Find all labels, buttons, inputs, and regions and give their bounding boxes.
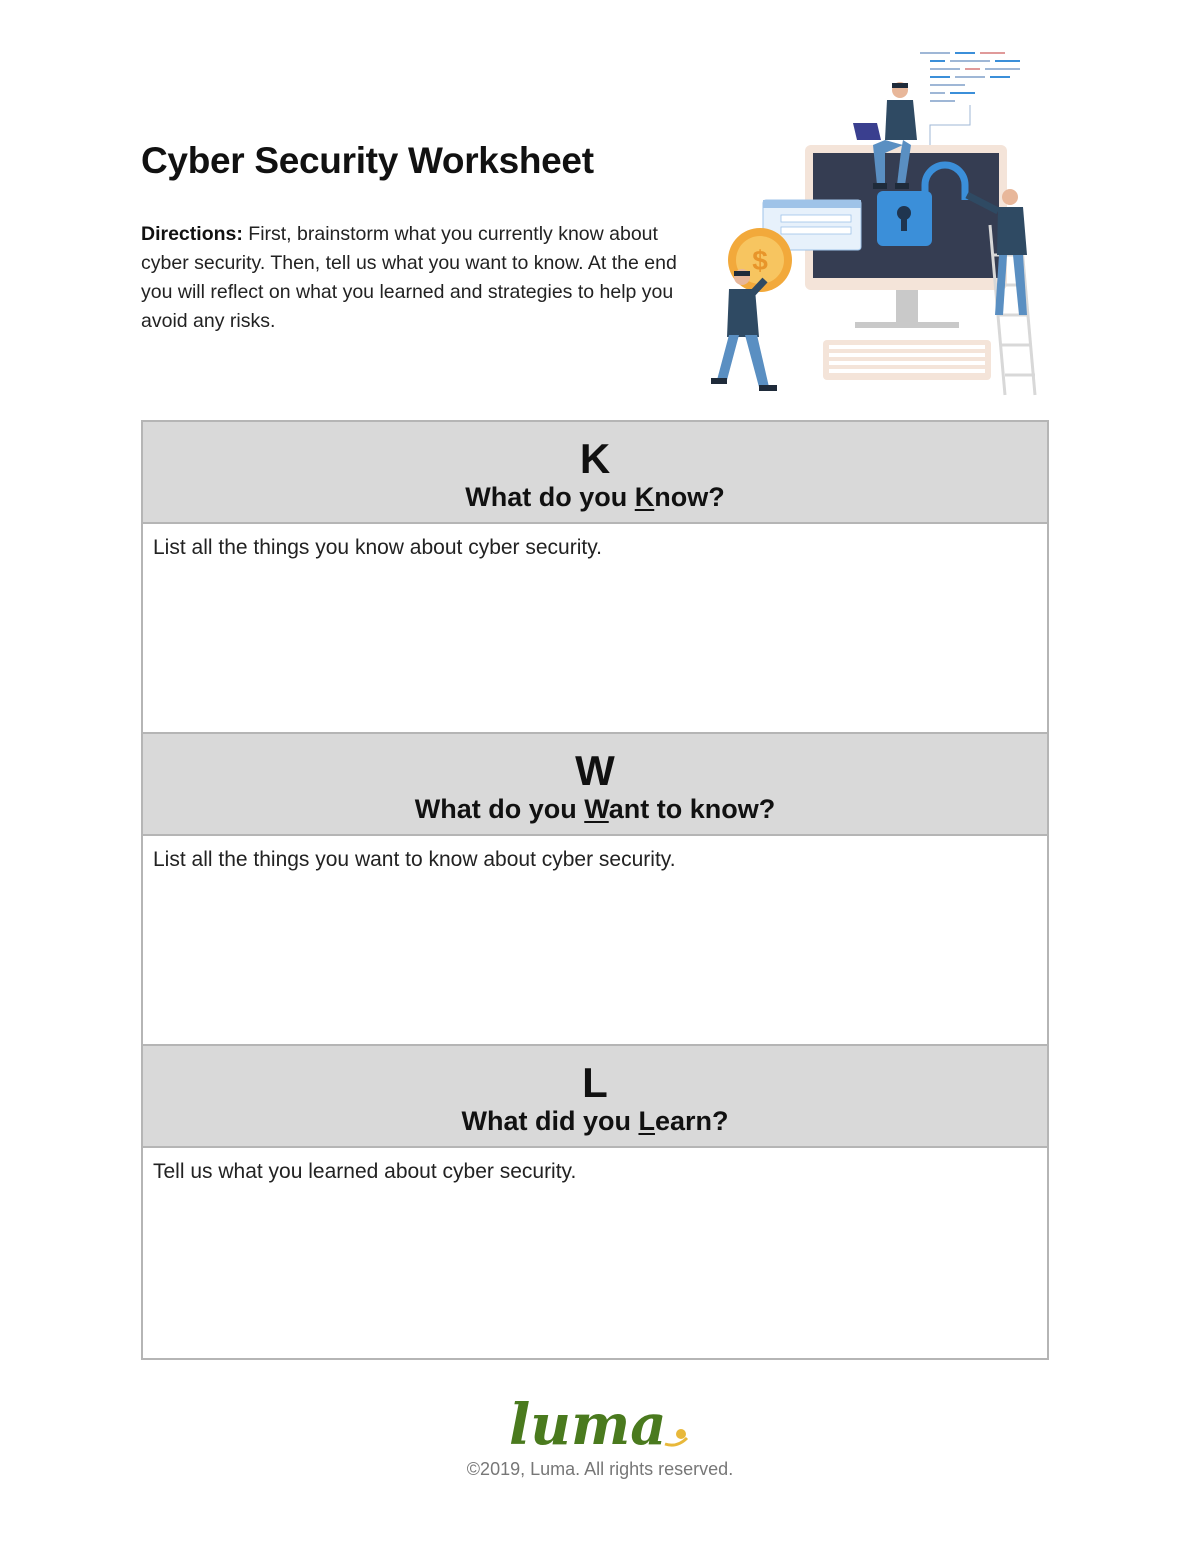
monitor-graphic: [805, 145, 1007, 380]
section-question: What do you Know?: [465, 482, 725, 512]
section-prompt: Tell us what you learned about cyber security.: [153, 1160, 577, 1183]
section-prompt: List all the things you want to know about cyber security.: [153, 848, 676, 871]
section-header: [143, 422, 1047, 524]
section-letter: K: [579, 435, 611, 482]
kwl-section-want: [143, 734, 1047, 1046]
svg-text:$: $: [752, 245, 768, 276]
section-letter: L: [582, 1059, 608, 1106]
code-lines-graphic: [920, 52, 1020, 155]
copyright-notice: ©2019, Luma. All rights reserved.: [466, 1459, 734, 1479]
section-question: What do you Want to know?: [414, 794, 776, 824]
key-letter: K: [634, 482, 655, 512]
kwl-section-know: [143, 422, 1047, 734]
luma-logo: [505, 1388, 695, 1458]
cyber-security-illustration: [705, 45, 1055, 400]
key-letter: L: [638, 1106, 655, 1136]
directions: [141, 220, 711, 336]
svg-text:luma: luma: [509, 1392, 667, 1458]
page-title: Cyber Security Worksheet: [141, 140, 594, 181]
directions-label: Directions:: [141, 223, 243, 245]
want-answer-area[interactable]: [143, 836, 1047, 1046]
key-letter: W: [584, 794, 609, 824]
section-question: What did you Learn?: [461, 1106, 729, 1136]
section-letter: W: [575, 747, 615, 794]
learn-answer-area[interactable]: [143, 1148, 1047, 1358]
know-answer-area[interactable]: [143, 524, 1047, 734]
section-header: [143, 734, 1047, 836]
directions-text: First, brainstorm what you currently know about cyber security. Then, tell us what you want to know. At the end you will reflect on what you learned and strategies to help you avoid any risks.: [141, 223, 677, 332]
section-prompt: List all the things you know about cyber security.: [153, 536, 603, 559]
kwl-section-learn: [143, 1046, 1047, 1358]
kwl-chart: [141, 420, 1049, 1360]
section-header: [143, 1046, 1047, 1148]
